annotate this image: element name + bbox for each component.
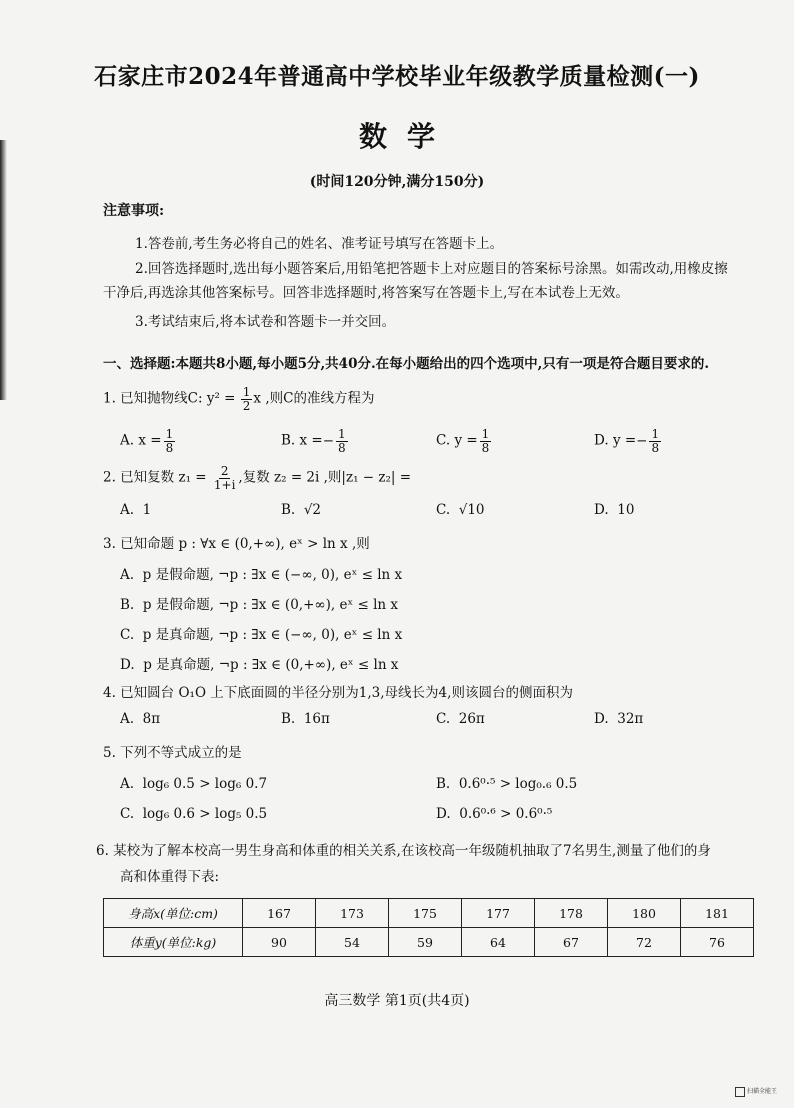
question-2 <box>103 465 411 491</box>
q2-option-c: C. √10 <box>436 502 485 518</box>
time-note: (时间120分钟,满分150分) <box>309 174 485 190</box>
table-row-header: 身高x(单位:cm) <box>104 899 243 928</box>
q3-option-d: D. p 是真命题, ¬p : ∃x ∈ (0,+∞), eˣ ≤ ln x <box>120 657 399 673</box>
table-cell: 76 <box>681 928 754 957</box>
table-cell: 64 <box>462 928 535 957</box>
question-6-line-2: 高和体重得下表: <box>120 869 220 885</box>
q2-fraction: $\frac{2}{1+i}$ <box>213 464 236 492</box>
q4-option-d: D. 32π <box>594 711 644 727</box>
exam-title: 石家庄市2024年普通高中学校毕业年级教学质量检测(一) <box>94 63 700 90</box>
q5-option-b: B. 0.6⁰·⁵ > log₀.₆ 0.5 <box>436 776 578 792</box>
q3-option-c: C. p 是真命题, ¬p : ∃x ∈ (−∞, 0), eˣ ≤ ln x <box>120 627 403 643</box>
q1-fraction <box>241 386 253 412</box>
q1-option-b: B. x =− $\frac{1}{8}$ <box>281 427 346 455</box>
table-cell: 59 <box>389 928 462 957</box>
q1-stem-post: x ,则C的准线方程为 <box>253 390 375 407</box>
question-6-line-1: 6. 某校为了解本校高一男生身高和体重的相关关系,在该校高一年级随机抽取了7名男生,测量了他们的身 <box>96 843 711 859</box>
table-cell: 178 <box>535 899 608 928</box>
scanner-logo-icon <box>735 1087 745 1097</box>
table-cell: 67 <box>535 928 608 957</box>
q4-option-c: C. 26π <box>436 711 485 727</box>
page-footer: 高三数学 第1页(共4页) <box>324 993 470 1009</box>
section-heading: 一、选择题:本题共8小题,每小题5分,共40分.在每小题给出的四个选项中,只有一项是符合题目要求的. <box>103 356 710 372</box>
q1-option-d: D. y =− $\frac{1}{8}$ <box>594 427 660 455</box>
q1-stem-pre: 1. 已知抛物线C: y² = <box>103 390 240 407</box>
table-cell: 72 <box>608 928 681 957</box>
q5-option-c: C. log₆ 0.6 > log₅ 0.5 <box>120 806 268 822</box>
question-4: 4. 已知圆台 O₁O 上下底面圆的半径分别为1,3,母线长为4,则该圆台的侧面积为 <box>103 685 573 701</box>
note-2: 2.回答选择题时,选出每小题答案后,用铅笔把答题卡上对应题目的答案标号涂黑。如需改动,用橡皮擦 <box>135 261 728 277</box>
subject-title: 数学 <box>358 120 455 153</box>
table-row-header: 体重y(单位:kg) <box>104 928 243 957</box>
table-row <box>104 899 754 928</box>
q3-option-a: A. p 是假命题, ¬p : ∃x ∈ (−∞, 0), eˣ ≤ ln x <box>120 567 403 583</box>
table-cell: 90 <box>243 928 316 957</box>
note-2-cont: 干净后,再选涂其他答案标号。回答非选择题时,将答案写在答题卡上,写在本试卷上无效。 <box>103 285 629 301</box>
q2-option-b: B. √2 <box>281 502 322 518</box>
table-cell: 175 <box>389 899 462 928</box>
table-cell: 54 <box>316 928 389 957</box>
q1-frac-den: 2 <box>242 398 251 413</box>
table-cell: 167 <box>243 899 316 928</box>
q5-option-a: A. log₆ 0.5 > log₆ 0.7 <box>120 776 268 792</box>
table-cell: 181 <box>681 899 754 928</box>
q2-option-a: A. 1 <box>120 502 152 518</box>
scanner-watermark: 扫描全能王 <box>735 1086 777 1097</box>
notes-heading: 注意事项: <box>103 203 165 219</box>
q3-option-b: B. p 是假命题, ¬p : ∃x ∈ (0,+∞), eˣ ≤ ln x <box>120 597 399 613</box>
q4-option-b: B. 16π <box>281 711 330 727</box>
table-cell: 180 <box>608 899 681 928</box>
note-1: 1.答卷前,考生务必将自己的姓名、准考证号填写在答题卡上。 <box>135 236 504 252</box>
table-cell: 177 <box>462 899 535 928</box>
question-1 <box>103 386 374 412</box>
q2-option-d: D. 10 <box>594 502 635 518</box>
height-weight-table <box>103 898 754 957</box>
q1-frac-num: 1 <box>242 385 251 399</box>
table-cell: 173 <box>316 899 389 928</box>
q1-option-c: C. y = $\frac{1}{8}$ <box>436 427 490 455</box>
q2-stem-post: ,复数 z₂ = 2i ,则|z₁ − z₂| = <box>238 469 412 486</box>
question-5: 5. 下列不等式成立的是 <box>103 745 242 761</box>
question-3: 3. 已知命题 p : ∀x ∈ (0,+∞), eˣ > ln x ,则 <box>103 536 370 552</box>
q2-stem-pre: 2. 已知复数 z₁ = <box>103 469 211 486</box>
table-row <box>104 928 754 957</box>
q5-option-d: D. 0.6⁰·⁶ > 0.6⁰·⁵ <box>436 806 553 822</box>
q4-option-a: A. 8π <box>120 711 161 727</box>
q1-option-a: A. x = $\frac{1}{8}$ <box>120 427 174 455</box>
note-3: 3.考试结束后,将本试卷和答题卡一并交回。 <box>135 314 396 330</box>
